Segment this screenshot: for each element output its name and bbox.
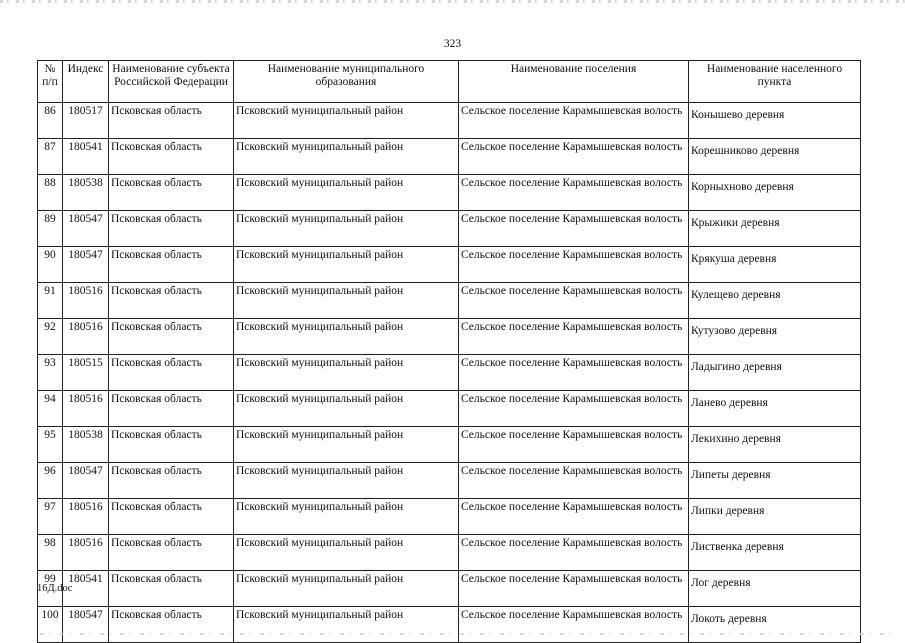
table-row [38, 427, 861, 463]
cell-municipality: Псковский муниципальный район [234, 535, 459, 571]
cell-subject: Псковская область [109, 355, 234, 391]
cell-locality: Кутузово деревня [689, 319, 861, 355]
table-row [38, 463, 861, 499]
cell-settlement: Сельское поселение Карамышевская волость [459, 427, 689, 463]
header-index: Индекс [63, 61, 109, 103]
cell-number: 95 [38, 427, 63, 463]
cell-settlement: Сельское поселение Карамышевская волость [459, 499, 689, 535]
table-header [38, 61, 861, 103]
cell-number: 99 [38, 571, 63, 607]
cell-number: 92 [38, 319, 63, 355]
cell-number: 86 [38, 103, 63, 139]
cell-settlement: Сельское поселение Карамышевская волость [459, 391, 689, 427]
cell-locality: Липеты деревня [689, 463, 861, 499]
cell-settlement: Сельское поселение Карамышевская волость [459, 535, 689, 571]
cell-subject: Псковская область [109, 391, 234, 427]
cell-municipality: Псковский муниципальный район [234, 427, 459, 463]
cell-municipality: Псковский муниципальный район [234, 175, 459, 211]
cell-locality: Крякуша деревня [689, 247, 861, 283]
page-number: 323 [443, 38, 462, 50]
cell-settlement: Сельское поселение Карамышевская волость [459, 571, 689, 607]
cell-subject: Псковская область [109, 211, 234, 247]
cell-locality: Крыжики деревня [689, 211, 861, 247]
cell-number: 88 [38, 175, 63, 211]
settlements-table [37, 60, 861, 643]
header-row [38, 61, 861, 103]
cell-subject: Псковская область [109, 463, 234, 499]
table-body [38, 103, 861, 643]
cell-index: 180515 [63, 355, 109, 391]
header-subject: Наименование субъекта Российской Федерации [109, 61, 234, 103]
cell-locality: Кулещево деревня [689, 283, 861, 319]
cell-number: 96 [38, 463, 63, 499]
cell-settlement: Сельское поселение Карамышевская волость [459, 175, 689, 211]
cell-locality: Ланево деревня [689, 391, 861, 427]
table-row [38, 355, 861, 391]
cell-municipality: Псковский муниципальный район [234, 607, 459, 643]
table-row [38, 535, 861, 571]
cell-locality: Конышево деревня [689, 103, 861, 139]
cell-number: 91 [38, 283, 63, 319]
table-row [38, 571, 861, 607]
cell-number: 97 [38, 499, 63, 535]
header-number: № п/п [38, 61, 63, 103]
cell-settlement: Сельское поселение Карамышевская волость [459, 139, 689, 175]
cell-subject: Псковская область [109, 247, 234, 283]
cell-municipality: Псковский муниципальный район [234, 319, 459, 355]
cell-number: 100 [38, 607, 63, 643]
scan-artifact-bottom [40, 633, 900, 635]
cell-locality: Лекихино деревня [689, 427, 861, 463]
cell-subject: Псковская область [109, 103, 234, 139]
table-row [38, 319, 861, 355]
cell-subject: Псковская область [109, 571, 234, 607]
cell-index: 180516 [63, 391, 109, 427]
cell-municipality: Псковский муниципальный район [234, 463, 459, 499]
document-filename: 16Д.doc [37, 583, 73, 594]
cell-locality: Лог деревня [689, 571, 861, 607]
cell-index: 180516 [63, 283, 109, 319]
cell-subject: Псковская область [109, 139, 234, 175]
header-locality: Наименование населенного пункта [689, 61, 861, 103]
table-row [38, 391, 861, 427]
cell-settlement: Сельское поселение Карамышевская волость [459, 211, 689, 247]
cell-locality: Лиственка деревня [689, 535, 861, 571]
cell-settlement: Сельское поселение Карамышевская волость [459, 283, 689, 319]
cell-subject: Псковская область [109, 607, 234, 643]
cell-municipality: Псковский муниципальный район [234, 355, 459, 391]
table-row [38, 103, 861, 139]
cell-locality: Липки деревня [689, 499, 861, 535]
cell-subject: Псковская область [109, 283, 234, 319]
header-municipality: Наименование муниципального образования [234, 61, 459, 103]
cell-index: 180516 [63, 319, 109, 355]
cell-index: 180541 [63, 571, 109, 607]
cell-subject: Псковская область [109, 319, 234, 355]
cell-municipality: Псковский муниципальный район [234, 247, 459, 283]
cell-number: 87 [38, 139, 63, 175]
cell-locality: Локоть деревня [689, 607, 861, 643]
table-row [38, 175, 861, 211]
cell-index: 180541 [63, 139, 109, 175]
cell-settlement: Сельское поселение Карамышевская волость [459, 355, 689, 391]
cell-municipality: Псковский муниципальный район [234, 391, 459, 427]
cell-subject: Псковская область [109, 535, 234, 571]
header-settlement: Наименование поселения [459, 61, 689, 103]
cell-index: 180547 [63, 607, 109, 643]
cell-number: 89 [38, 211, 63, 247]
cell-settlement: Сельское поселение Карамышевская волость [459, 463, 689, 499]
cell-municipality: Псковский муниципальный район [234, 103, 459, 139]
cell-subject: Псковская область [109, 175, 234, 211]
cell-municipality: Псковский муниципальный район [234, 211, 459, 247]
cell-municipality: Псковский муниципальный район [234, 499, 459, 535]
cell-index: 180516 [63, 499, 109, 535]
cell-index: 180516 [63, 535, 109, 571]
table-row [38, 139, 861, 175]
cell-locality: Корешниково деревня [689, 139, 861, 175]
table-row [38, 247, 861, 283]
cell-settlement: Сельское поселение Карамышевская волость [459, 247, 689, 283]
cell-number: 90 [38, 247, 63, 283]
cell-locality: Ладыгино деревня [689, 355, 861, 391]
cell-settlement: Сельское поселение Карамышевская волость [459, 319, 689, 355]
cell-number: 94 [38, 391, 63, 427]
cell-municipality: Псковский муниципальный район [234, 571, 459, 607]
cell-index: 180538 [63, 175, 109, 211]
cell-subject: Псковская область [109, 427, 234, 463]
cell-locality: Корныхново деревня [689, 175, 861, 211]
cell-index: 180517 [63, 103, 109, 139]
table-row [38, 211, 861, 247]
cell-municipality: Псковский муниципальный район [234, 139, 459, 175]
cell-index: 180547 [63, 247, 109, 283]
cell-index: 180538 [63, 427, 109, 463]
table-row [38, 607, 861, 643]
table-row [38, 283, 861, 319]
cell-municipality: Псковский муниципальный район [234, 283, 459, 319]
scan-artifact-top [0, 0, 905, 3]
cell-index: 180547 [63, 211, 109, 247]
cell-subject: Псковская область [109, 499, 234, 535]
cell-index: 180547 [63, 463, 109, 499]
table-row [38, 499, 861, 535]
cell-settlement: Сельское поселение Карамышевская волость [459, 607, 689, 643]
cell-number: 93 [38, 355, 63, 391]
cell-number: 98 [38, 535, 63, 571]
cell-settlement: Сельское поселение Карамышевская волость [459, 103, 689, 139]
